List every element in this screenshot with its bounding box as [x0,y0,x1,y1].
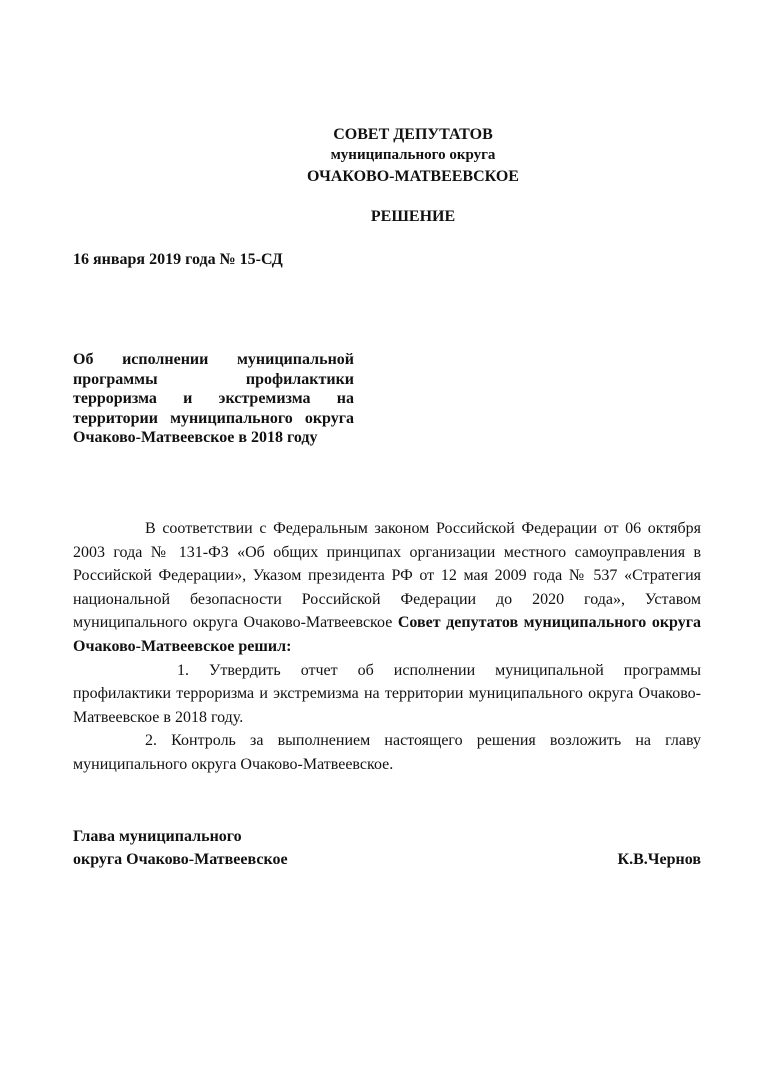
decision-item-1: 1. Утвердить отчет об исполнении муниципальной программы профилактики терроризма и экстремизма на территории муниципального округа Очаково-Матвеевское в 2018 году. [73,661,701,726]
signature-row [73,848,701,871]
preamble-paragraph [73,517,701,659]
preamble-resolution: Совет депутатов муниципального округа Очаково-Матвеевское решил: [73,614,701,655]
signatory-position-line1: Глава муниципального [73,828,242,845]
date-number-line: 16 января 2019 года № 15-СД [73,251,283,268]
council-title: СОВЕТ ДЕПУТАТОВ [333,126,493,143]
district-type: муниципального округа [330,147,496,163]
preamble-text: В соответствии с Федеральным законом Российской Федерации от 06 октября 2003 года № 131-ФЗ «Об общих принципах организации местного самоуправления в Российской Федерации», Указом президента РФ от 12 мая 2009 года № 537 «Стратегия национальной безопасности Российской Федерации до 2020 года», Уставом муниципального округа Очаково-Матвеевское [73,520,701,632]
signatory-position-line2: округа Очаково-Матвеевское [73,851,288,868]
signatory-name: К.В.Чернов [617,851,701,868]
decision-item-2: 2. Контроль за выполнением настоящего решения возложить на главу муниципального округа Очаково-Матвеевское. [73,732,701,773]
district-name: ОЧАКОВО-МАТВЕЕВСКОЕ [307,168,519,185]
decision-body [73,517,701,777]
document-header [0,124,763,187]
decision-subject: Об исполнении муниципальной программы профилактики терроризма и экстремизма на территории муниципального округа Очаково-Матвеевское в 2018 году [73,351,354,446]
decision-title: РЕШЕНИЕ [370,208,456,225]
signature-block [73,825,701,871]
